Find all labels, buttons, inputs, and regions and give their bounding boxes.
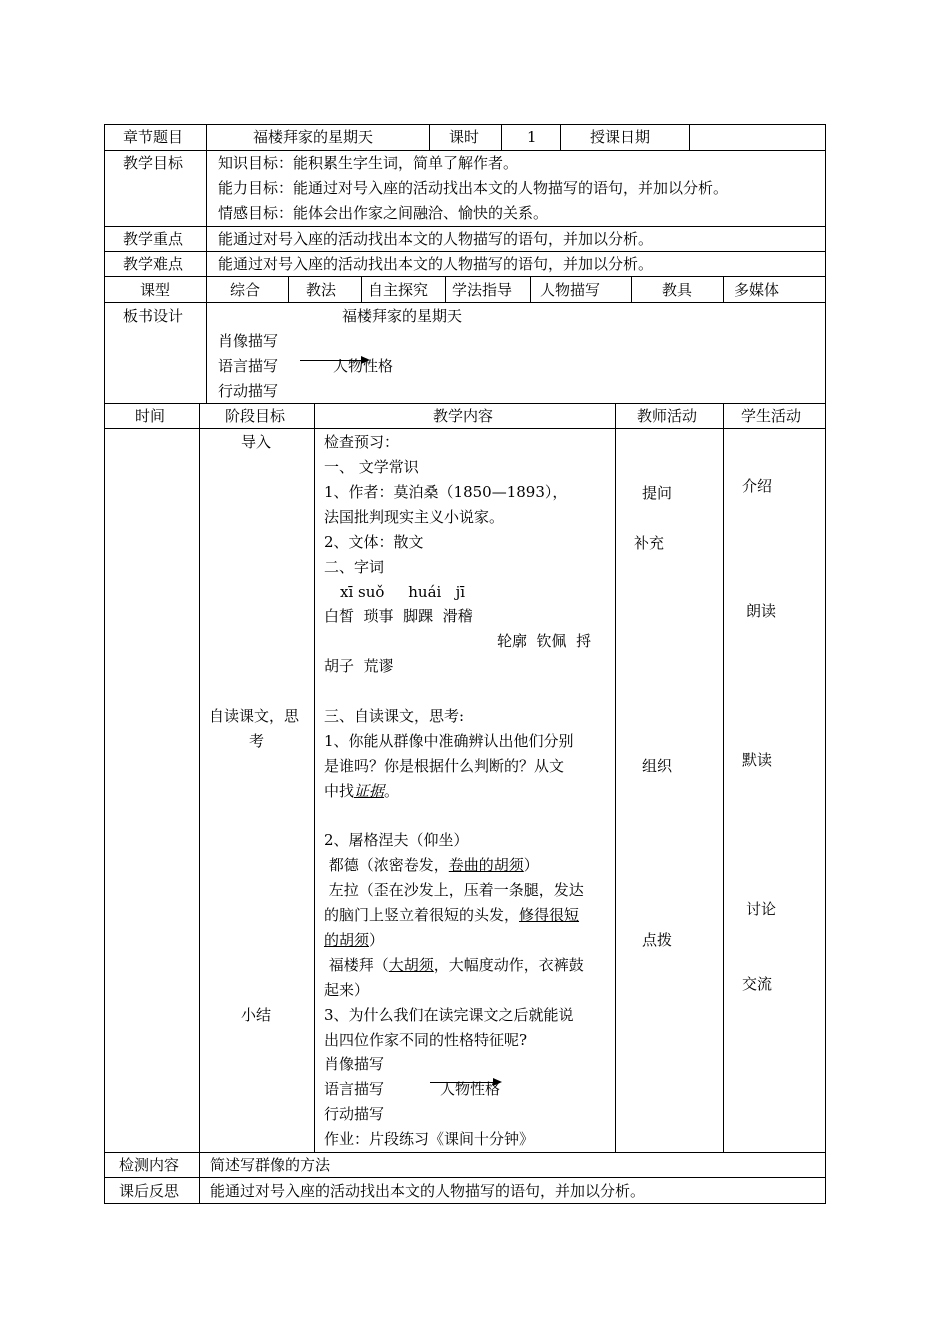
ability-goal: 能力目标：能通过对号入座的活动找出本文的人物描写的语句，并加以分析。	[218, 179, 729, 197]
content-line	[324, 855, 539, 875]
content-line: 出四位作家不同的性格特征呢?	[324, 1031, 528, 1049]
test-label: 检测内容	[119, 1156, 180, 1174]
board-title: 福楼拜家的星期天	[342, 307, 463, 325]
key-point-value: 能通过对号入座的活动找出本文的人物描写的语句，并加以分析。	[218, 230, 654, 248]
teacher-activity: 组织	[642, 757, 673, 775]
lesson-type-label: 课型	[140, 281, 171, 299]
chapter-label: 章节题目	[123, 128, 184, 146]
board-label: 板书设计	[123, 307, 184, 325]
content-line: 是谁吗？你是根据什么判断的？从文	[324, 757, 565, 775]
content-line: 一、 文学常识	[324, 458, 419, 476]
study-value: 人物描写	[540, 281, 601, 299]
student-activity: 朗读	[746, 602, 777, 620]
content-text: 都德（浓密卷发，	[324, 856, 449, 874]
content-line: 肖像描写	[324, 1055, 385, 1073]
stage-intro: 导入	[241, 433, 272, 451]
content-line: 语言描写	[324, 1080, 385, 1098]
col-student: 学生活动	[741, 407, 802, 425]
content-text: ）	[523, 856, 539, 874]
col-content: 教学内容	[433, 407, 494, 425]
col-stage: 阶段目标	[225, 407, 286, 425]
content-text: ，大幅度动作，衣裤鼓	[433, 956, 584, 974]
content-line	[324, 930, 384, 950]
student-activity: 介绍	[742, 477, 773, 495]
teacher-activity: 点拨	[642, 931, 673, 949]
knowledge-goal: 知识目标：能积累生字生词，简单了解作者。	[218, 154, 519, 172]
content-line: 法国批判现实主义小说家。	[324, 508, 505, 526]
content-text: 。	[384, 782, 400, 800]
method-value: 自主探究	[368, 281, 429, 299]
chapter-title: 福楼拜家的星期天	[253, 128, 374, 146]
date-label: 授课日期	[590, 128, 651, 146]
student-activity: 交流	[742, 975, 773, 993]
tools-label: 教具	[662, 281, 693, 299]
underlined-text: 的胡须	[324, 931, 370, 949]
method-label: 教法	[306, 281, 337, 299]
content-line: 轮廓 钦佩 捋	[497, 632, 592, 650]
content-line: 3、为什么我们在读完课文之后就能说	[324, 1006, 574, 1024]
stage-selfread-2: 考	[249, 732, 265, 750]
lesson-type-value: 综合	[230, 281, 261, 299]
goals-label: 教学目标	[123, 154, 184, 172]
content-line	[324, 955, 584, 975]
underlined-text: 修得很短	[519, 906, 580, 924]
content-line: 白皙 琐事 脚踝 滑稽	[324, 607, 473, 625]
content-line: 2、屠格涅夫（仰坐）	[324, 831, 469, 849]
period-label: 课时	[449, 128, 480, 146]
pinyin-line: xī suǒ huái jī	[340, 583, 466, 601]
content-text: 中找	[324, 782, 355, 800]
difficulty-label: 教学难点	[123, 255, 184, 273]
col-time: 时间	[135, 407, 166, 425]
stage-summary: 小结	[241, 1006, 272, 1024]
content-line: 检查预习：	[324, 433, 400, 451]
test-value: 简述写群像的方法	[210, 1156, 331, 1174]
underlined-text: 卷曲的胡须	[448, 856, 524, 874]
board-portrait: 肖像描写	[218, 332, 279, 350]
content-line: 三、自读课文，思考:	[324, 707, 465, 725]
content-line	[324, 905, 579, 925]
content-line: 2、文体：散文	[324, 533, 424, 551]
content-line: 起来）	[324, 981, 370, 999]
content-text: ）	[369, 931, 385, 949]
content-line: 左拉（歪在沙发上，压着一条腿，发达	[324, 881, 584, 899]
board-result: 人物性格	[333, 357, 394, 375]
content-line: 1、作者：莫泊桑（1850—1893），	[324, 483, 568, 501]
reflection-value: 能通过对号入座的活动找出本文的人物描写的语句，并加以分析。	[210, 1182, 646, 1200]
teacher-activity: 补充	[634, 534, 665, 552]
content-line: 人物性格	[440, 1080, 501, 1098]
key-point-label: 教学重点	[123, 230, 184, 248]
content-text: 福楼拜（	[324, 956, 389, 974]
difficulty-value: 能通过对号入座的活动找出本文的人物描写的语句，并加以分析。	[218, 255, 654, 273]
teacher-activity: 提问	[642, 484, 673, 502]
content-text: 的脑门上竖立着很短的头发，	[324, 906, 520, 924]
stage-selfread-1: 自读课文，思	[209, 707, 300, 725]
board-action: 行动描写	[218, 382, 279, 400]
underlined-text: 大胡须	[388, 956, 434, 974]
col-teacher: 教师活动	[637, 407, 698, 425]
period-value: 1	[527, 128, 537, 146]
content-line: 行动描写	[324, 1105, 385, 1123]
content-line	[324, 781, 399, 801]
board-language: 语言描写	[218, 357, 279, 375]
student-activity: 默读	[742, 751, 773, 769]
content-line: 胡子 荒谬	[324, 657, 394, 675]
evidence-text: 证据	[354, 782, 385, 800]
tools-value: 多媒体	[734, 281, 780, 299]
study-label: 学法指导	[452, 281, 513, 299]
emotion-goal: 情感目标：能体会出作家之间融洽、愉快的关系。	[218, 204, 549, 222]
content-line: 1、你能从群像中准确辨认出他们分别	[324, 732, 574, 750]
content-line: 作业：片段练习《课间十分钟》	[324, 1130, 535, 1148]
student-activity: 讨论	[746, 900, 777, 918]
content-line: 二、字词	[324, 558, 385, 576]
reflection-label: 课后反思	[119, 1182, 180, 1200]
